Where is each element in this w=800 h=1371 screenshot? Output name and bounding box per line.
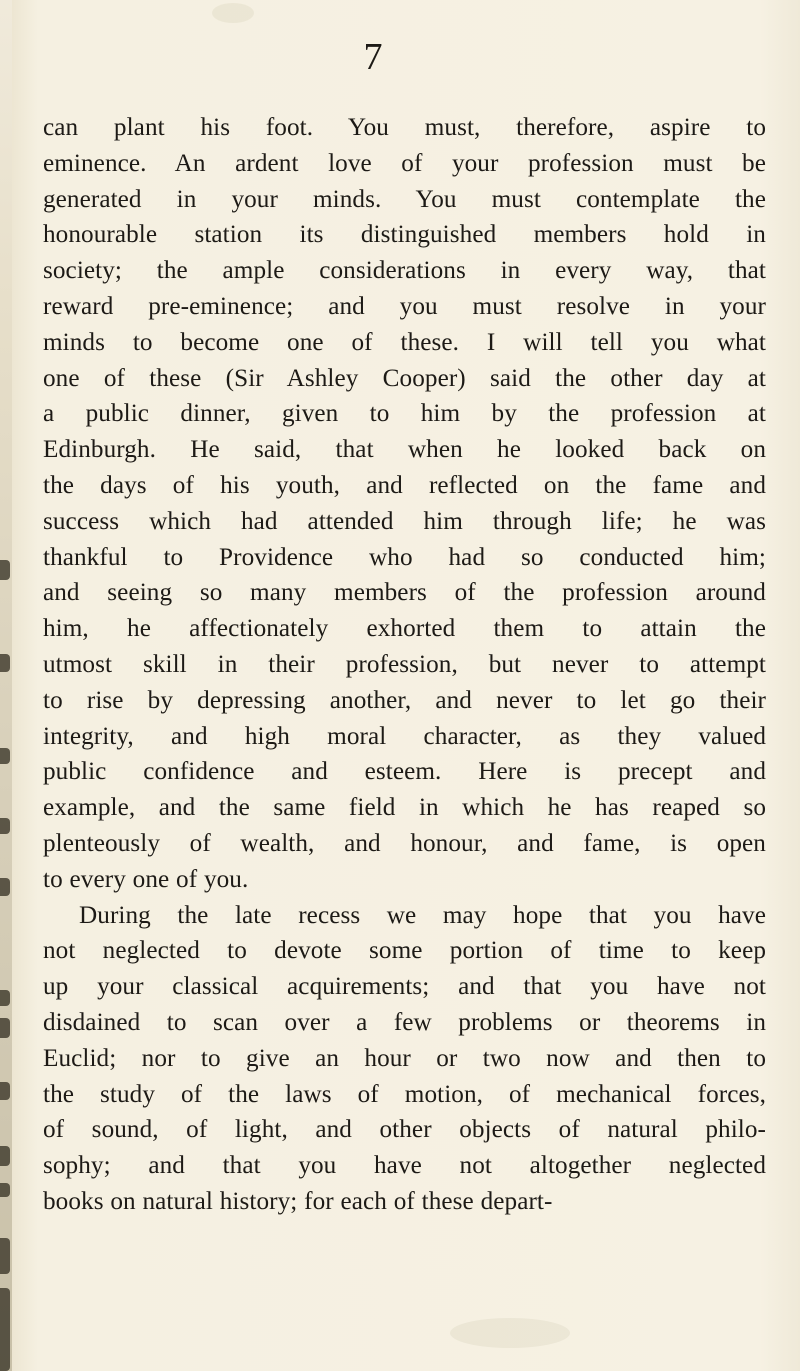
text-line: example, and the same field in which he has reaped so [43, 794, 766, 822]
page-gutter [0, 0, 12, 1371]
text-line: and seeing so many members of the profession around [43, 579, 766, 607]
text-line: eminence. An ardent love of your profession must be [43, 149, 766, 177]
text-line: utmost skill in their profession, but never to attempt [43, 650, 766, 678]
gutter-mark [0, 1238, 10, 1274]
text-line: honourable station its distinguished members hold in [43, 221, 766, 249]
text-line: sophy; and that you have not altogether neglected [43, 1152, 766, 1180]
gutter-mark [0, 654, 10, 672]
text-line: up your classical acquirements; and that you have not [43, 973, 766, 1001]
gutter-mark [0, 990, 10, 1006]
gutter-mark [0, 878, 10, 896]
gutter-mark [0, 1288, 10, 1371]
text-line: success which had attended him through life; he was [43, 507, 766, 535]
gutter-mark [0, 818, 10, 834]
gutter-mark [0, 748, 10, 764]
text-line: plenteously of wealth, and honour, and fame, is open [43, 829, 766, 857]
text-line: integrity, and high moral character, as they valued [43, 722, 766, 750]
text-line: thankful to Providence who had so conducted him; [43, 543, 766, 571]
text-line: the days of his youth, and reflected on the fame and [43, 471, 766, 499]
text-line: him, he affectionately exhorted them to attain the [43, 615, 766, 643]
body-text [43, 110, 766, 1220]
paragraph-start-line: During the late recess we may hope that you have [79, 901, 766, 929]
page-number: 7 [363, 36, 383, 78]
text-line: to rise by depressing another, and never to let go their [43, 686, 766, 714]
text-line: public confidence and esteem. Here is precept and [43, 758, 766, 786]
gutter-mark [0, 1183, 10, 1197]
text-line: to every one of you. [43, 865, 249, 893]
text-line: books on natural history; for each of these depart- [43, 1187, 553, 1215]
gutter-mark [0, 1018, 10, 1038]
text-line: not neglected to devote some portion of time to keep [43, 937, 766, 965]
text-line: one of these (Sir Ashley Cooper) said the other day at [43, 364, 766, 392]
text-line: disdained to scan over a few problems or theorems in [43, 1008, 766, 1036]
paper-stain [212, 3, 254, 23]
text-line: of sound, of light, and other objects of natural philo- [43, 1116, 766, 1144]
text-line: reward pre-eminence; and you must resolve in your [43, 292, 766, 320]
text-line: a public dinner, given to him by the profession at [43, 400, 766, 428]
gutter-mark [0, 1146, 10, 1166]
gutter-mark [0, 1082, 10, 1100]
paper-stain [450, 1318, 570, 1348]
text-line: Euclid; nor to give an hour or two now and then to [43, 1044, 766, 1072]
text-line: society; the ample considerations in every way, that [43, 257, 766, 285]
text-line: generated in your minds. You must contemplate the [43, 185, 766, 213]
text-line: the study of the laws of motion, of mechanical forces, [43, 1080, 766, 1108]
text-line: minds to become one of these. I will tell you what [43, 328, 766, 356]
text-line: can plant his foot. You must, therefore, aspire to [43, 114, 766, 141]
text-line: Edinburgh. He said, that when he looked back on [43, 436, 766, 464]
gutter-mark [0, 560, 10, 580]
